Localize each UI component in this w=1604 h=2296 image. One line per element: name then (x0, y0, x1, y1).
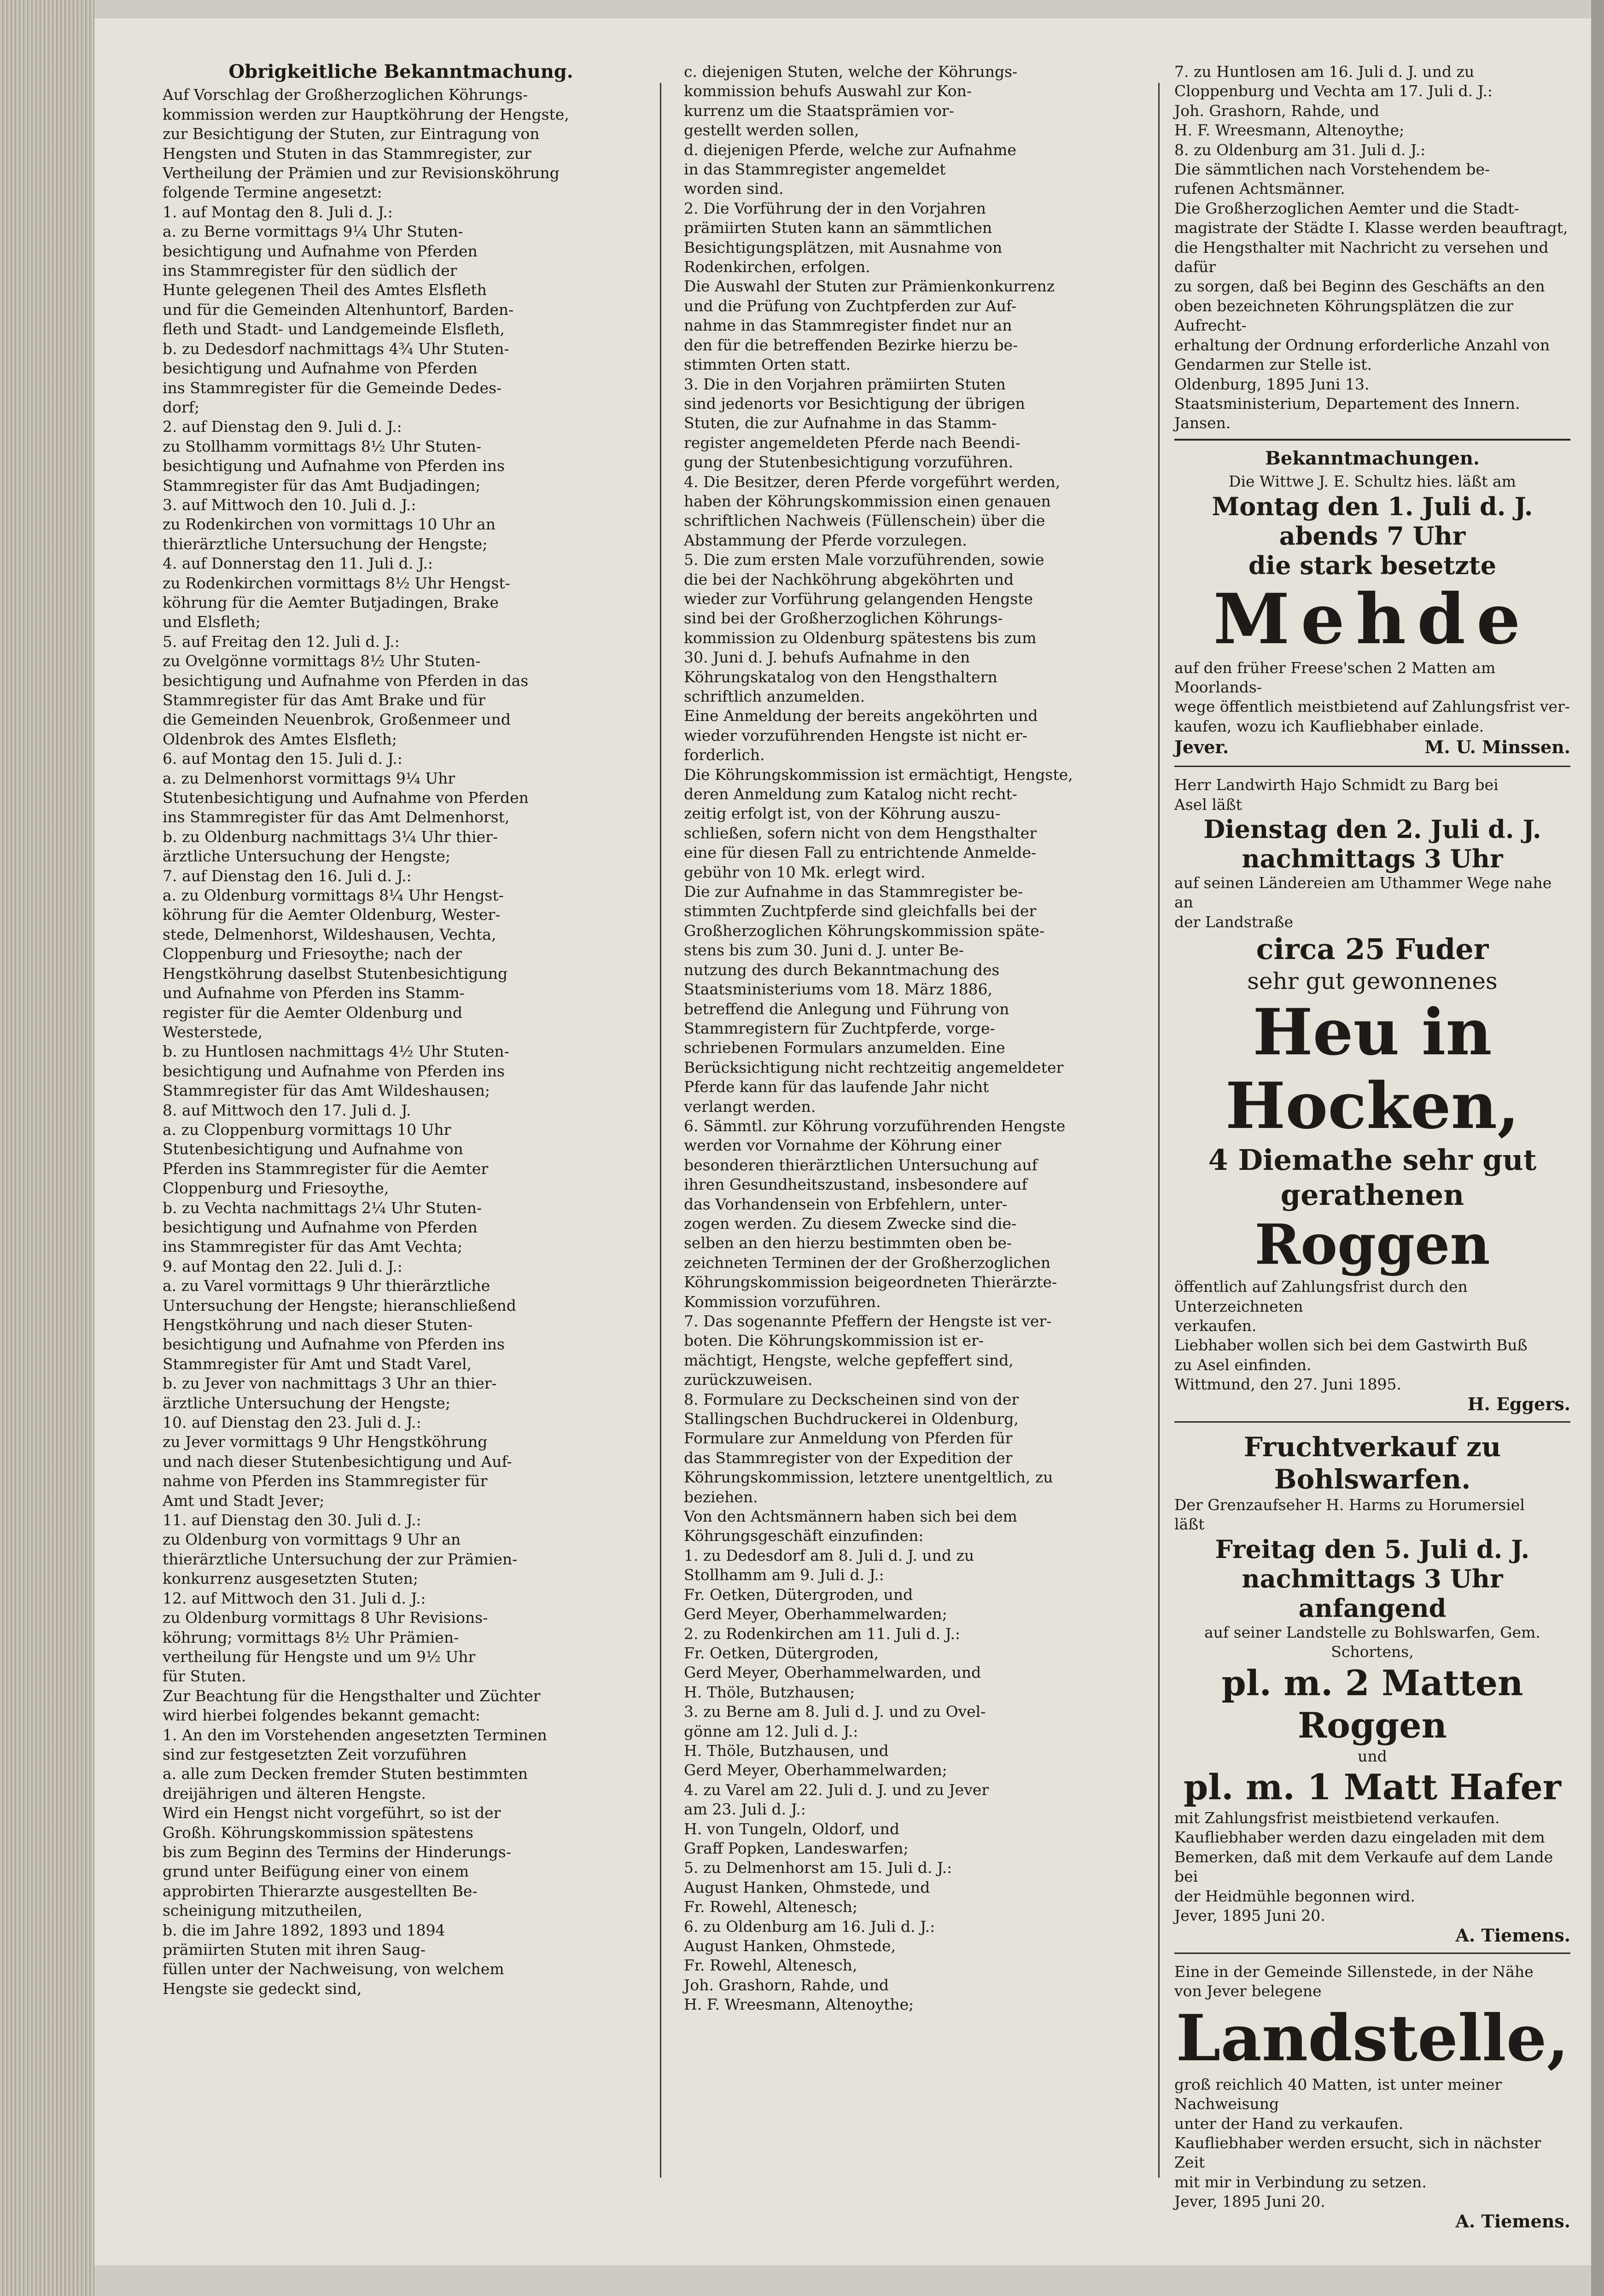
ad-time: abends 7 Uhr (1279, 521, 1466, 551)
text-line: 12. auf Mittwoch den 31. Juli d. J.: (163, 1589, 426, 1607)
text-line: Köhrungskatalog von den Hengsthaltern (684, 668, 997, 686)
text-line: sind jedenorts vor Besichtigung der übrigen (684, 394, 1025, 413)
text-line: thierärztliche Untersuchung der zur Prämien- (163, 1550, 518, 1568)
text-line: Cloppenburg und Vechta am 17. Juli d. J.: (1174, 82, 1493, 100)
text-line: konkurrenz ausgesetzten Stuten; (163, 1569, 419, 1588)
text-line: und die Prüfung von Zuchtpferden zur Auf- (684, 296, 1017, 315)
middle-column (684, 62, 1149, 2015)
ad-quality: sehr gut gewonnenes (1247, 968, 1498, 995)
text-line: 7. zu Huntlosen am 16. Juli d. J. und zu (1174, 63, 1475, 81)
text-line: die Hengsthalter mit Nachricht zu versehen und dafür (1174, 238, 1549, 276)
text-line: und nach dieser Stutenbesichtigung und Auf- (163, 1452, 512, 1471)
text-line: Stammregister für das Amt Budjadingen; (163, 476, 481, 494)
text-line: zu Ovelgönne vormittags 8½ Uhr Stuten- (163, 652, 481, 670)
text-line: mächtigt, Hengste, welche gepfeffert sind, (684, 1351, 1014, 1369)
text-line: das Stammregister von der Expedition der (684, 1448, 1013, 1467)
text-line: zu Jever vormittags 9 Uhr Hengstköhrung (163, 1433, 488, 1451)
text-line: dorf; (163, 398, 200, 416)
text-line: wieder vorzuführenden Hengste ist nicht er- (684, 726, 1027, 744)
text-line: Jansen. (1174, 414, 1231, 432)
text-line: zeitig erfolgt ist, von der Köhrung auszu- (684, 804, 1001, 823)
text-line: worden sind. (684, 180, 784, 198)
text-line: Hengstköhrung und nach dieser Stuten- (163, 1316, 473, 1334)
column-rule (660, 83, 661, 2178)
text-line: Joh. Grashorn, Rahde, und (1174, 101, 1380, 120)
text-line: Kaufliebhaber werden ersucht, sich in nächster Zeit (1174, 2133, 1541, 2172)
text-line: füllen unter der Nachweisung, von welchem (163, 1960, 504, 1978)
text-line: gebühr von 10 Mk. erlegt wird. (684, 863, 926, 881)
text-line: Fr. Oetken, Dütergroden, (684, 1644, 879, 1662)
book-page-edges (0, 0, 94, 2296)
text-line: b. zu Dedesdorf nachmittags 4¾ Uhr Stuten- (163, 339, 509, 358)
text-line: ins Stammregister für den südlich der (163, 262, 457, 280)
text-line: H. F. Wreesmann, Altenoythe; (1174, 121, 1405, 140)
text-line: bis zum Beginn des Termins der Hinderungs- (163, 1843, 511, 1861)
text-line: boten. Die Köhrungskommission ist er- (684, 1331, 984, 1350)
text-line: und Aufnahme von Pferden ins Stamm- (163, 984, 465, 1002)
ad-subheading: die stark besetzte (1248, 550, 1497, 580)
text-line: kurrenz um die Staatsprämien vor- (684, 101, 954, 120)
text-line: erhaltung der Ordnung erforderliche Anzahl von (1174, 336, 1550, 354)
text-line: a. zu Delmenhorst vormittags 9¼ Uhr (163, 769, 455, 787)
ad-intro (1174, 775, 1570, 814)
text-line: besichtigung und Aufnahme von Pferden ins (163, 1335, 505, 1354)
ad-time: nachmittags 3 Uhr (1242, 843, 1503, 873)
text-line: Stutenbesichtigung und Aufnahme von (163, 1140, 463, 1158)
text-line: groß reichlich 40 Matten, ist unter meiner Nachweisung (1174, 2075, 1502, 2113)
text-line: mit mir in Verbindung zu setzen. (1174, 2173, 1427, 2191)
text-line: Eine in der Gemeinde Sillenstede, in der Nähe (1174, 1962, 1534, 1981)
text-line: Westerstede, (163, 1023, 263, 1041)
text-line: 3. auf Mittwoch den 10. Juli d. J.: (163, 495, 416, 514)
text-line: 6. zu Oldenburg am 16. Juli d. J.: (684, 1917, 935, 1936)
text-line: in das Stammregister angemeldet (684, 160, 946, 179)
text-line: rufenen Achtsmänner. (1174, 180, 1345, 198)
ad-fruchtverkauf (1174, 1431, 1570, 1945)
ad-line: 4 Diemathe sehr gut (1208, 1143, 1537, 1177)
text-line: register für die Aemter Oldenburg und (163, 1003, 463, 1022)
ad-heu (1174, 775, 1570, 1414)
text-line: ins Stammregister für das Amt Vechta; (163, 1238, 463, 1256)
ad-place: Jever. (1174, 737, 1229, 758)
left-column (163, 62, 639, 1999)
text-line: Fr. Rowehl, Altenesch, (684, 1956, 857, 1975)
text-line: Bemerken, daß mit dem Verkaufe auf dem Lande bei (1174, 1848, 1553, 1886)
text-line: August Hanken, Ohmstede, (684, 1937, 896, 1955)
text-line: schriebenen Formulars anzumelden. Eine (684, 1039, 1005, 1057)
ad-date: Freitag den 5. Juli d. J. (1215, 1534, 1530, 1564)
notice-title: Obrigkeitliche Bekanntmachung. (228, 61, 573, 82)
text-line: Zur Beachtung für die Hengsthalter und Züchter (163, 1686, 541, 1705)
text-line: schließen, sofern nicht von dem Hengsthalter (684, 824, 1037, 842)
text-line: Fr. Rowehl, Altenesch; (684, 1898, 858, 1916)
text-line: Kommission vorzuführen. (684, 1292, 881, 1311)
text-line: 7. auf Dienstag den 16. Juli d. J.: (163, 866, 412, 885)
text-line: ärztliche Untersuchung der Hengste; (163, 1394, 451, 1412)
text-line: zu Stollhamm vormittags 8½ Uhr Stuten- (163, 437, 481, 455)
notice-end (1174, 62, 1570, 433)
ads-heading: Bekanntmachungen. (1265, 447, 1480, 469)
text-line: besichtigung und Aufnahme von Pferden in das (163, 671, 529, 690)
text-line: 6. auf Montag den 15. Juli d. J.: (163, 750, 402, 768)
text-line: das Vorhandensein von Erbfehlern, unter- (684, 1195, 1008, 1213)
text-line: Köhrungskommission, letztere unentgeltlich, zu (684, 1468, 1053, 1487)
text-line: Oldenbrok des Amtes Elsfleth; (163, 730, 397, 748)
text-line: Hengsten und Stuten in das Stammregister, zur (163, 144, 531, 163)
text-line: Pferden ins Stammregister für die Aemter (163, 1159, 489, 1178)
text-line: 1. zu Dedesdorf am 8. Juli d. J. und zu (684, 1546, 974, 1564)
text-line: selben an den hierzu bestimmten oben be- (684, 1234, 1012, 1252)
ad-signer: H. Eggers. (1467, 1393, 1570, 1414)
text-line: Fr. Oetken, Dütergroden, und (684, 1585, 913, 1604)
text-line: Asel läßt (1174, 795, 1242, 814)
text-line: gestellt werden sollen, (684, 121, 859, 140)
text-line: für Stuten. (163, 1667, 246, 1686)
text-line: folgende Termine angesetzt: (163, 183, 382, 202)
text-line: d. diejenigen Pferde, welche zur Aufnahme (684, 140, 1016, 159)
text-line: zurückzuweisen. (684, 1371, 813, 1389)
ad-line: gerathenen (1280, 1178, 1464, 1212)
text-line: forderlich. (684, 746, 765, 764)
ad-location: auf seiner Landstelle zu Bohlswarfen, Gem. Schortens, (1204, 1623, 1540, 1661)
text-line: 10. auf Dienstag den 23. Juli d. J.: (163, 1413, 421, 1432)
text-line: a. zu Varel vormittags 9 Uhr thierärztliche (163, 1277, 490, 1295)
text-line: 4. zu Varel am 22. Juli d. J. und zu Jever (684, 1780, 989, 1799)
text-line: sind bei der Großherzoglichen Köhrungs- (684, 609, 1003, 628)
text-line: zur Besichtigung der Stuten, zur Eintragung von (163, 125, 540, 143)
text-line: wieder zur Vorführung gelangenden Hengste (684, 589, 1033, 608)
text-line: 2. zu Rodenkirchen am 11. Juli d. J.: (684, 1624, 960, 1643)
text-line: gönne am 12. Juli d. J.: (684, 1722, 858, 1740)
text-line: auf seinen Ländereien am Uthammer Wege nahe an (1174, 873, 1552, 912)
text-line: mit Zahlungsfrist meistbietend verkaufen. (1174, 1809, 1500, 1827)
text-line: Jever, 1895 Juni 20. (1174, 2192, 1325, 2211)
ad-signer: A. Tiemens. (1455, 1924, 1570, 1946)
text-line: Stuten, die zur Aufnahme in das Stamm- (684, 414, 997, 432)
text-line: stede, Delmenhorst, Wildeshausen, Vechta, (163, 925, 496, 943)
text-line: Hengste sie gedeckt sind, (163, 1979, 362, 1998)
text-line: zu Oldenburg von vormittags 9 Uhr an (163, 1530, 461, 1549)
text-line: zu Asel einfinden. (1174, 1355, 1312, 1374)
text-line: deren Anmeldung zum Katalog nicht recht- (684, 785, 1017, 803)
text-line: Großherzoglichen Köhrungskommission späte- (684, 921, 1045, 940)
text-line: b. zu Oldenburg nachmittags 3¼ Uhr thier- (163, 827, 498, 846)
text-line: grund unter Beifügung einer von einem (163, 1862, 469, 1881)
divider (1174, 766, 1570, 767)
text-line: köhrung für die Aemter Butjadingen, Brake (163, 593, 499, 611)
text-line: und für die Gemeinden Altenhuntorf, Barden- (163, 300, 514, 319)
text-line: den für die betreffenden Bezirke hierzu be- (684, 336, 1018, 354)
text-line: zogen werden. Zu diesem Zwecke sind die- (684, 1214, 1017, 1232)
text-line: Stollhamm am 9. Juli d. J.: (684, 1566, 884, 1584)
text-line: Die zur Aufnahme in das Stammregister be- (684, 883, 1023, 901)
text-line: Graff Popken, Landeswarfen; (684, 1839, 909, 1857)
notice-text (163, 85, 639, 1999)
ad-headline-2: Roggen (1254, 1212, 1490, 1278)
text-line: Staatsministeriums vom 18. März 1886, (684, 980, 992, 999)
text-line: H. F. Wreesmann, Altenoythe; (684, 1995, 914, 2014)
text-line: Besichtigungsplätzen, mit Ausnahme von (684, 238, 1003, 256)
text-line: köhrung; vormittags 8½ Uhr Prämien- (163, 1628, 459, 1646)
text-line: besichtigung und Aufnahme von Pferden (163, 359, 478, 378)
text-line: 2. Die Vorführung der in den Vorjahren (684, 199, 986, 217)
newspaper-page (94, 18, 1591, 2265)
text-line: öffentlich auf Zahlungsfrist durch den Unterzeichneten (1174, 1278, 1468, 1315)
text-line: verlangt werden. (684, 1097, 816, 1116)
text-line: Stutenbesichtigung und Aufnahme von Pferden (163, 789, 529, 807)
right-column (1174, 62, 1570, 2231)
text-line: August Hanken, Ohmstede, und (684, 1878, 930, 1896)
text-line: zu sorgen, daß bei Beginn des Geschäfts an den (1174, 277, 1545, 296)
text-line: 3. Die in den Vorjahren prämiirten Stuten (684, 375, 1006, 393)
text-line: besonderen thierärztlichen Untersuchung auf (684, 1156, 1038, 1174)
ad-item: pl. m. 2 Matten Roggen (1221, 1662, 1523, 1746)
text-line: schriftlich anzumelden. (684, 687, 865, 705)
ad-location (1174, 873, 1570, 932)
ad-date: Dienstag den 2. Juli d. J. (1203, 814, 1541, 844)
text-line: 4. auf Donnerstag den 11. Juli d. J.: (163, 554, 433, 573)
text-line: dreijährigen und älteren Hengste. (163, 1784, 426, 1802)
text-line: H. von Tungeln, Oldorf, und (684, 1819, 899, 1838)
text-line: Die Großherzoglichen Aemter und die Stadt- (1174, 199, 1519, 217)
text-line: Gerd Meyer, Oberhammelwarden; (684, 1605, 947, 1623)
divider (1174, 439, 1570, 441)
text-line: Wird ein Hengst nicht vorgeführt, so ist der (163, 1804, 501, 1822)
text-line: schriftlichen Nachweis (Füllenschein) über die (684, 512, 1045, 530)
text-line: stimmten Zuchtpferde sind gleichfalls bei der (684, 902, 1037, 920)
text-line: Köhrungsgeschäft einzufinden: (684, 1527, 924, 1545)
text-line: ins Stammregister für die Gemeinde Dedes- (163, 378, 502, 397)
text-line: Die Auswahl der Stuten zur Prämienkonkurrenz (684, 277, 1055, 296)
text-line: wege öffentlich meistbietend auf Zahlungsfrist ver- (1174, 698, 1570, 716)
text-line: vertheilung für Hengste und um 9½ Uhr (163, 1647, 476, 1666)
ad-time: nachmittags 3 Uhr anfangend (1242, 1564, 1503, 1623)
text-line: b. zu Vechta nachmittags 2¼ Uhr Stuten- (163, 1198, 482, 1217)
text-line: Die Köhrungskommission ist ermächtigt, Hengste, (684, 765, 1073, 784)
ad-conjunction: und (1358, 1747, 1387, 1765)
text-line: zu Rodenkirchen von vormittags 10 Uhr an (163, 515, 496, 534)
text-line: die Gemeinden Neuenbrok, Großenmeer und (163, 710, 511, 729)
notice-continuation (684, 62, 1149, 2015)
text-line: läßt (1174, 1515, 1205, 1534)
text-line: Großh. Köhrungskommission spätestens (163, 1823, 473, 1842)
ad-intro (1174, 1495, 1570, 1535)
text-line: nahme von Pferden ins Stammregister für (163, 1472, 488, 1490)
ad-headline: Landstelle, (1176, 2000, 1569, 2075)
text-line: wird hierbei folgendes bekannt gemacht: (163, 1706, 480, 1725)
text-line: H. Thöle, Butzhausen, und (684, 1741, 889, 1760)
text-line: Joh. Grashorn, Rahde, und (684, 1976, 889, 1994)
ad-date: Montag den 1. Juli d. J. (1212, 491, 1533, 521)
text-line: Rodenkirchen, erfolgen. (684, 258, 870, 276)
ad-mehde (1174, 472, 1570, 758)
ad-signer: A. Tiemens. (1455, 2210, 1570, 2232)
text-line: b. die im Jahre 1892, 1893 und 1894 (163, 1921, 445, 1939)
ad-intro: Die Wittwe J. E. Schultz hies. läßt am (1229, 472, 1516, 491)
text-line: Oldenburg, 1895 Juni 13. (1174, 375, 1370, 393)
text-line: Auf Vorschlag der Großherzoglichen Köhrungs- (163, 86, 528, 104)
text-line: Stallingschen Buchdruckerei in Oldenburg, (684, 1410, 1019, 1428)
text-line: thierärztliche Untersuchung der Hengste; (163, 535, 488, 553)
text-line: der Landstraße (1174, 913, 1294, 931)
text-line: verkaufen. (1174, 1317, 1257, 1335)
text-line: besichtigung und Aufnahme von Pferden ins (163, 457, 505, 475)
text-line: zu Rodenkirchen vormittags 8½ Uhr Hengst- (163, 574, 510, 592)
text-line: nahme in das Stammregister findet nur an (684, 316, 1012, 335)
text-line: Formulare zur Anmeldung von Pferden für (684, 1429, 1013, 1447)
text-line: 2. auf Dienstag den 9. Juli d. J.: (163, 418, 402, 436)
text-line: b. zu Huntlosen nachmittags 4½ Uhr Stuten- (163, 1042, 509, 1061)
text-line: H. Thöle, Butzhausen; (684, 1683, 855, 1701)
text-line: Herr Landwirth Hajo Schmidt zu Barg bei (1174, 776, 1499, 794)
text-line: prämiirten Stuten mit ihren Saug- (163, 1941, 426, 1959)
text-line: magistrate der Städte I. Klasse werden beauftragt, (1174, 219, 1568, 237)
text-line: haben der Köhrungskommission einen genauen (684, 492, 1051, 510)
text-line: stimmten Orten statt. (684, 355, 851, 374)
ad-body (1174, 2075, 1570, 2212)
text-line: 4. Die Besitzer, deren Pferde vorgeführt werden, (684, 472, 1061, 491)
text-line: Stammregister für das Amt Wildeshausen; (163, 1081, 490, 1100)
text-line: zeichneten Terminen der der Großherzoglichen (684, 1253, 1051, 1272)
text-line: 8. auf Mittwoch den 17. Juli d. J. (163, 1101, 411, 1119)
text-line: Vertheilung der Prämien und zur Revisionsköhrung (163, 164, 560, 182)
text-line: Staatsministerium, Departement des Innern. (1174, 394, 1520, 413)
text-line: 3. zu Berne am 8. Juli d. J. und zu Ovel- (684, 1703, 986, 1721)
text-line: 6. Sämmtl. zur Köhrung vorzuführenden Hengste (684, 1116, 1066, 1135)
text-line: kommission zu Oldenburg spätestens bis zum (684, 628, 1037, 647)
ad-body (1174, 1808, 1570, 1925)
text-line: kommission behufs Auswahl zur Kon- (684, 82, 972, 100)
text-line: beziehen. (684, 1488, 758, 1506)
text-line: Wittmund, den 27. Juni 1895. (1174, 1375, 1401, 1394)
text-line: Gendarmen zur Stelle ist. (1174, 355, 1372, 374)
text-line: Liebhaber wollen sich bei dem Gastwirth Buß (1174, 1336, 1528, 1354)
text-line: 8. zu Oldenburg am 31. Juli d. J.: (1174, 140, 1426, 159)
ad-intro (1174, 1962, 1570, 2001)
text-line: kaufen, wozu ich Kaufliebhaber einlade. (1174, 717, 1484, 735)
text-line: c. diejenigen Stuten, welche der Köhrungs- (684, 63, 1018, 81)
divider (1174, 1421, 1570, 1423)
text-line: a. zu Berne vormittags 9¼ Uhr Stuten- (163, 222, 463, 241)
text-line: Hunte gelegenen Theil des Amtes Elsfleth (163, 281, 487, 299)
text-line: 1. auf Montag den 8. Juli d. J.: (163, 203, 393, 221)
text-line: Abstammung der Pferde vorzulegen. (684, 531, 967, 549)
text-line: Amt und Stadt Jever; (163, 1491, 325, 1510)
text-line: und Elsfleth; (163, 613, 261, 631)
text-line: nutzung des durch Bekanntmachung des (684, 960, 1000, 979)
ad-landstelle (1174, 1962, 1570, 2231)
ad-title: Fruchtverkauf zu Bohlswarfen. (1243, 1431, 1501, 1495)
next-page-edge (1591, 0, 1604, 2296)
ad-body (1174, 1277, 1570, 1394)
text-line: 30. Juni d. J. behufs Aufnahme in den (684, 648, 970, 667)
text-line: 5. Die zum ersten Male vorzuführenden, sowie (684, 551, 1044, 569)
text-line: 5. zu Delmenhorst am 15. Juli d. J.: (684, 1859, 952, 1877)
text-line: Der Grenzaufseher H. Harms zu Horumersiel (1174, 1496, 1525, 1514)
divider (1174, 1953, 1570, 1954)
text-line: besichtigung und Aufnahme von Pferden (163, 242, 478, 260)
text-line: 11. auf Dienstag den 30. Juli d. J.: (163, 1511, 421, 1529)
text-line: betreffend die Anlegung und Führung von (684, 1000, 1009, 1018)
text-line: Jever, 1895 Juni 20. (1174, 1907, 1325, 1925)
text-line: Die sämmtlichen nach Vorstehendem be- (1174, 160, 1490, 179)
text-line: ins Stammregister für das Amt Delmenhorst, (163, 808, 510, 826)
text-line: scheinigung mitzutheilen, (163, 1901, 362, 1920)
text-line: register angemeldeten Pferde nach Beendi- (684, 433, 1021, 452)
text-line: a. alle zum Decken fremder Stuten bestimmten (163, 1765, 528, 1783)
text-line: zu Oldenburg vormittags 8 Uhr Revisions- (163, 1609, 488, 1627)
text-line: Gerd Meyer, Oberhammelwarden; (684, 1761, 947, 1779)
text-line: Cloppenburg und Friesoythe; nach der (163, 945, 462, 963)
text-line: Kaufliebhaber werden dazu eingeladen mit dem (1174, 1828, 1545, 1847)
text-line: stens bis zum 30. Juni d. J. unter Be- (684, 941, 964, 959)
text-line: 1. An den im Vorstehenden angesetzten Terminen (163, 1726, 547, 1744)
text-line: Von den Achtsmännern haben sich bei dem (684, 1507, 1017, 1526)
text-line: der Heidmühle begonnen wird. (1174, 1887, 1415, 1905)
text-line: ärztliche Untersuchung der Hengste; (163, 847, 451, 866)
column-rule (1158, 83, 1160, 2178)
ad-headline: Mehde (1213, 578, 1532, 660)
text-line: die bei der Nachköhrung abgeköhrten und (684, 570, 1014, 588)
text-line: approbirten Thierarzte ausgestellten Be- (163, 1882, 478, 1900)
text-line: Eine Anmeldung der bereits angeköhrten und (684, 707, 1038, 725)
text-line: köhrung für die Aemter Oldenburg, Wester- (163, 906, 501, 924)
ad-signature (1174, 736, 1570, 758)
text-line: 5. auf Freitag den 12. Juli d. J.: (163, 632, 400, 651)
ad-item: pl. m. 1 Matt Hafer (1184, 1767, 1561, 1808)
text-line: 7. Das sogenannte Pfeffern der Hengste ist ver- (684, 1312, 1052, 1330)
text-line: a. zu Cloppenburg vormittags 10 Uhr (163, 1120, 451, 1139)
text-line: Stammregistern für Zuchtpferde, vorge- (684, 1019, 995, 1037)
text-line: Untersuchung der Hengste; hieranschließend (163, 1296, 516, 1314)
text-line: prämiirten Stuten kann an sämmtlichen (684, 219, 992, 237)
text-line: ihren Gesundheitszustand, insbesondere auf (684, 1175, 1027, 1194)
ad-amount: circa 25 Fuder (1256, 932, 1489, 966)
ad-headline: Heu in Hocken, (1225, 994, 1520, 1144)
text-line: Berücksichtigung nicht rechtzeitig angemeldeter (684, 1058, 1064, 1076)
text-line: a. zu Oldenburg vormittags 8¼ Uhr Hengst- (163, 886, 504, 905)
text-line: Gerd Meyer, Oberhammelwarden, und (684, 1663, 981, 1682)
text-line: b. zu Jever von nachmittags 3 Uhr an thier- (163, 1374, 497, 1393)
ad-body (1174, 658, 1570, 737)
text-line: sind zur festgesetzten Zeit vorzuführen (163, 1745, 467, 1763)
text-line: von Jever belegene (1174, 1982, 1322, 2000)
text-line: Hengstköhrung daselbst Stutenbesichtigung (163, 964, 508, 982)
text-line: eine für diesen Fall zu entrichtende Anmelde- (684, 843, 1037, 862)
text-line: Stammregister für Amt und Stadt Varel, (163, 1354, 472, 1373)
text-line: Stammregister für das Amt Brake und für (163, 691, 486, 709)
text-line: fleth und Stadt- und Landgemeinde Elsfleth, (163, 320, 505, 338)
text-line: Cloppenburg und Friesoythe, (163, 1179, 389, 1197)
text-line: kommission werden zur Hauptköhrung der Hengste, (163, 105, 569, 123)
text-line: besichtigung und Aufnahme von Pferden ins (163, 1062, 505, 1080)
text-line: 9. auf Montag den 22. Juli d. J.: (163, 1257, 402, 1275)
text-line: unter der Hand zu verkaufen. (1174, 2114, 1404, 2133)
text-line: gung der Stutenbesichtigung vorzuführen. (684, 453, 1013, 471)
ad-signer: M. U. Minssen. (1424, 737, 1570, 758)
text-line: besichtigung und Aufnahme von Pferden (163, 1218, 478, 1236)
text-line: am 23. Juli d. J.: (684, 1800, 806, 1819)
text-line: auf den früher Freese'schen 2 Matten am Moorlands- (1174, 658, 1496, 696)
text-line: Köhrungskommission beigeordneten Thierärzte- (684, 1273, 1057, 1291)
text-line: Pferde kann für das laufende Jahr nicht (684, 1078, 989, 1096)
text-line: werden vor Vornahme der Köhrung einer (684, 1136, 1002, 1155)
text-line: oben bezeichneten Köhrungsplätzen die zur Aufrecht- (1174, 296, 1514, 335)
text-line: 8. Formulare zu Deckscheinen sind von der (684, 1390, 1019, 1408)
